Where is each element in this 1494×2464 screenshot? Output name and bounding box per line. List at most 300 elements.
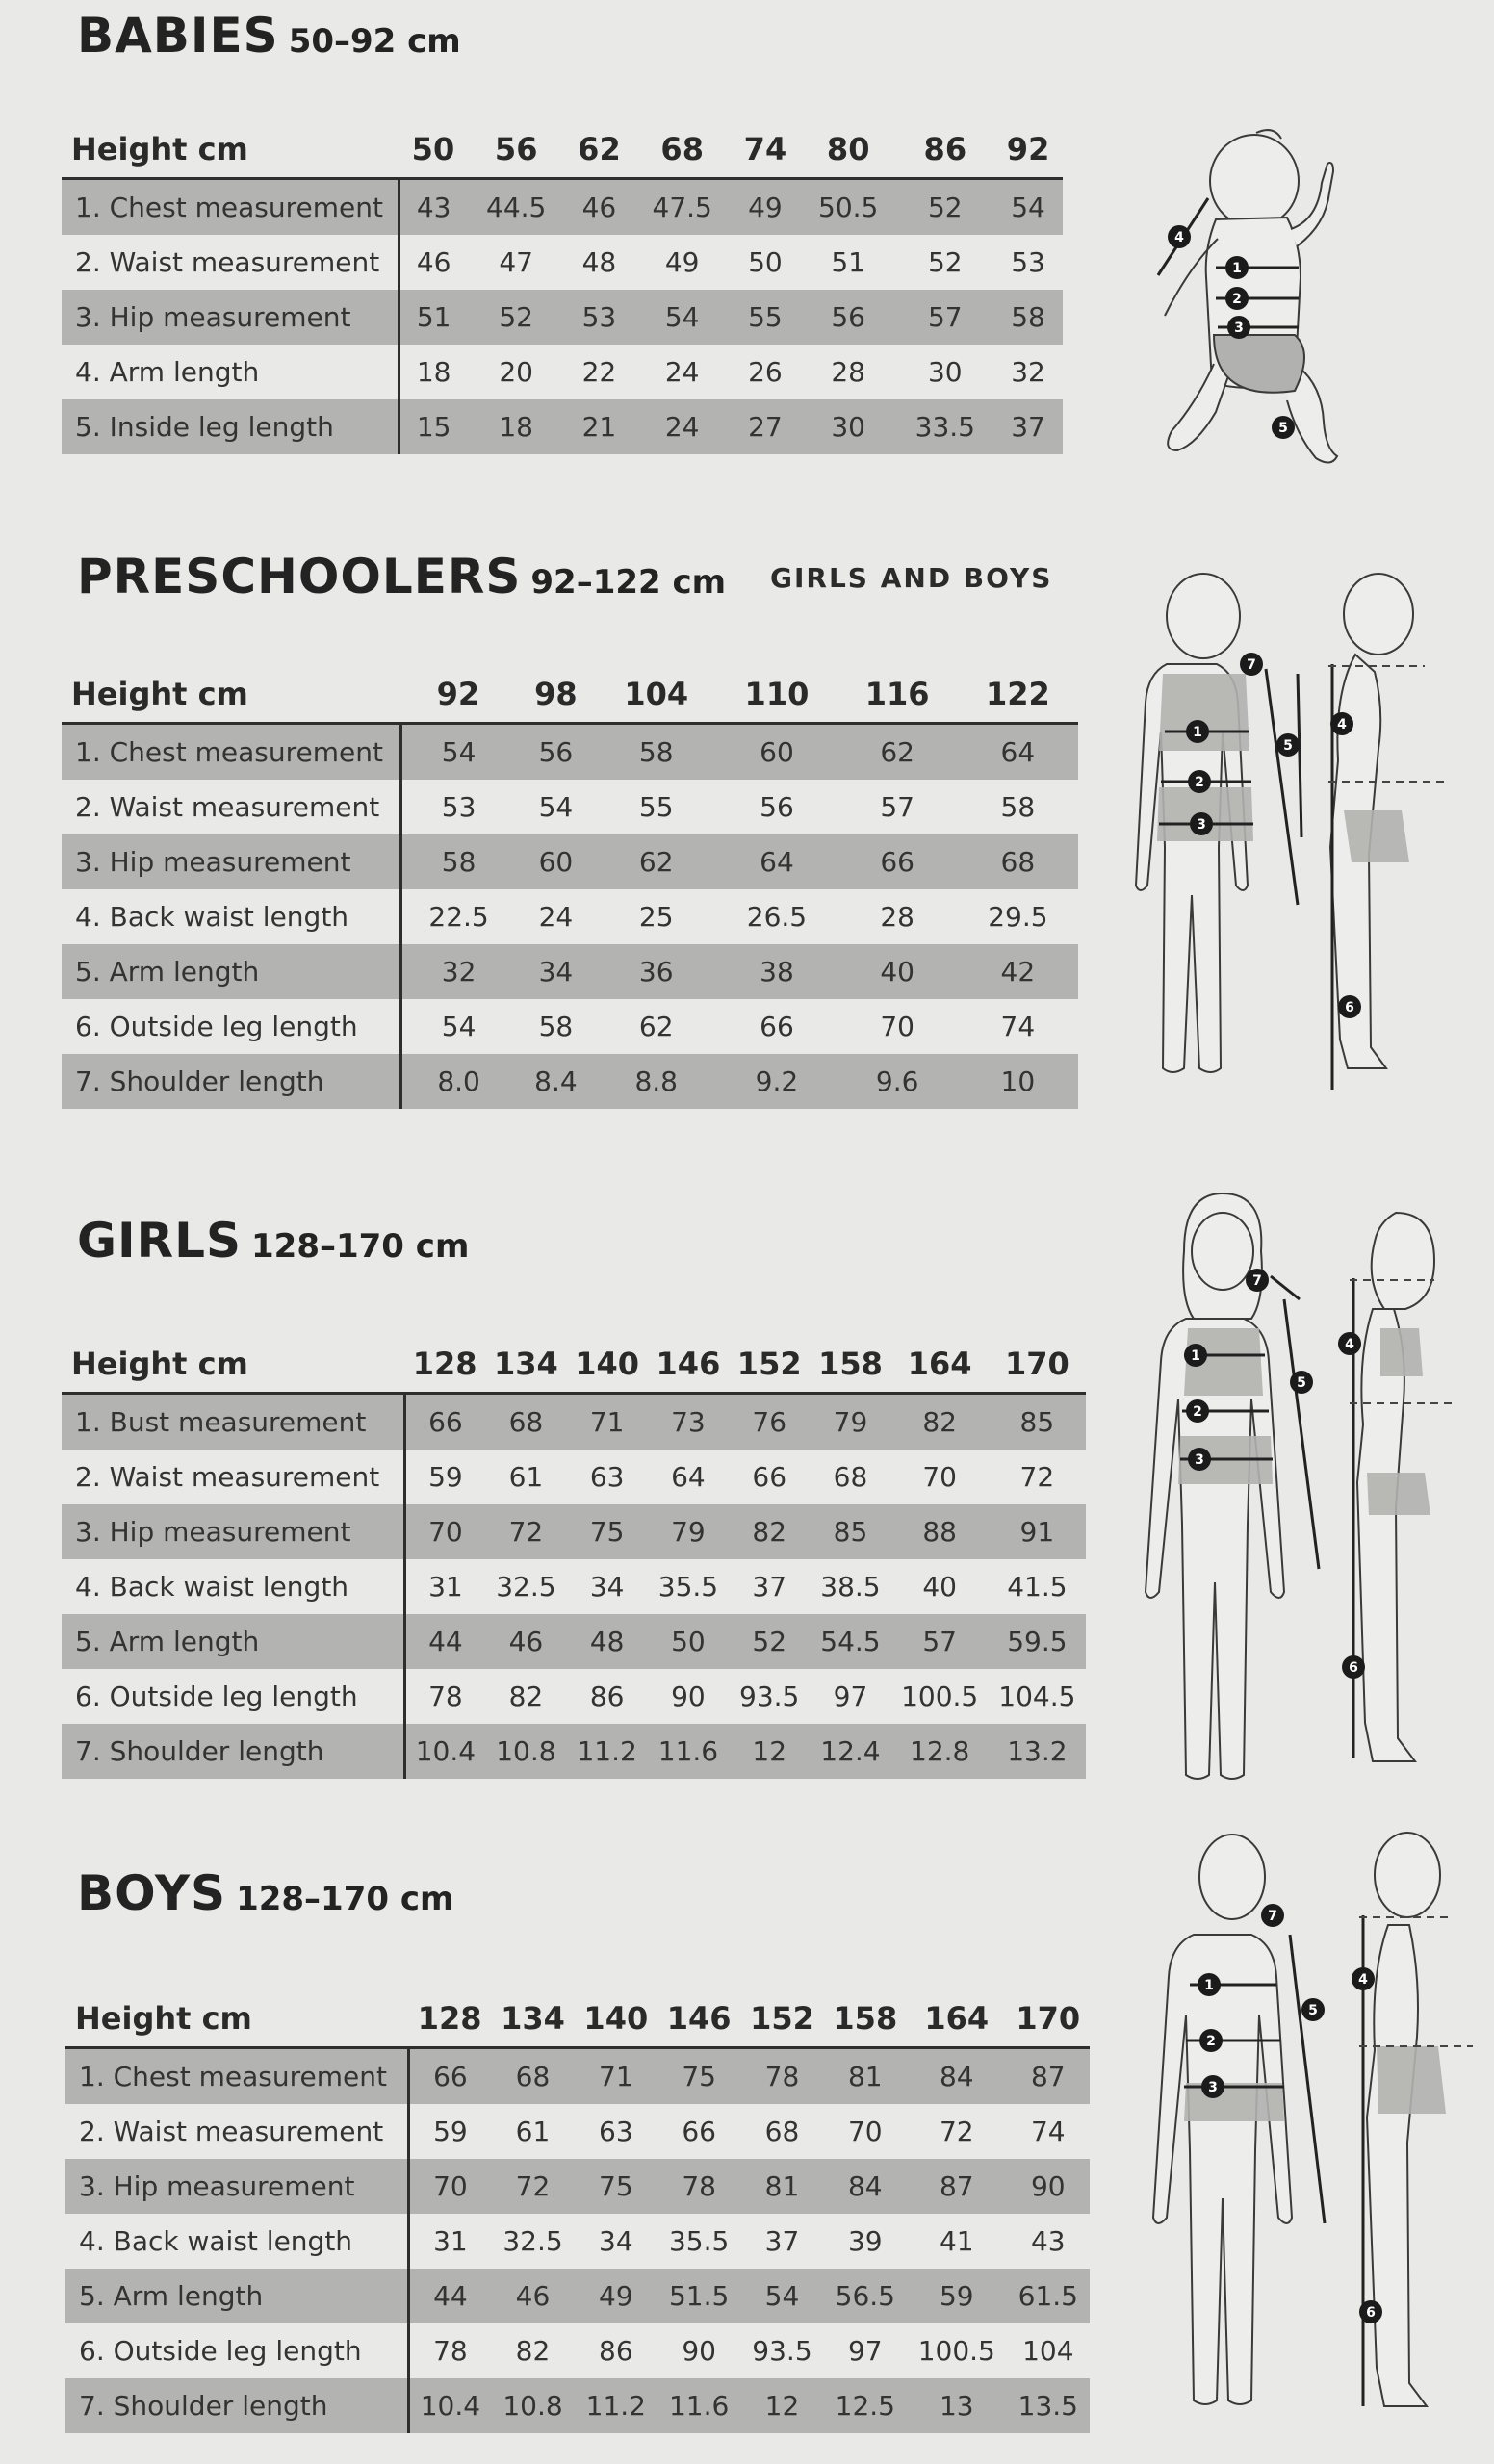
measurement-cell: 91 xyxy=(1019,1516,1055,1548)
measurement-cell: 31 xyxy=(433,2225,468,2257)
measurement-cell: 49 xyxy=(664,246,700,278)
measurement-cell: 20 xyxy=(499,356,533,388)
measurement-cell: 54 xyxy=(441,736,477,768)
measurement-cell: 44 xyxy=(428,1626,463,1657)
boy-measurement-figure xyxy=(1136,1819,1492,2435)
measurement-cell: 53 xyxy=(581,301,617,333)
row-label: 2. Waist measurement xyxy=(62,1450,404,1504)
svg-text:3: 3 xyxy=(1195,1452,1204,1468)
table-row xyxy=(62,1669,1086,1724)
measurement-cell: 54 xyxy=(664,301,700,333)
svg-text:5: 5 xyxy=(1297,1375,1306,1391)
measurement-cell: 70 xyxy=(922,1461,957,1493)
preschoolers-size-table xyxy=(62,653,1078,1109)
measurement-cell: 37 xyxy=(764,2225,800,2257)
row-label: 6. Outside leg length xyxy=(62,1669,404,1724)
boys-header-row xyxy=(65,1977,1090,2048)
babies-title xyxy=(77,8,461,64)
table-row xyxy=(65,2214,1090,2269)
svg-text:4: 4 xyxy=(1337,717,1347,732)
measurement-cell: 13 xyxy=(939,2390,974,2422)
measurement-cell: 34 xyxy=(538,956,574,988)
measurement-cell: 46 xyxy=(508,1626,544,1657)
measurement-cell: 100.5 xyxy=(901,1681,979,1712)
measurement-cell: 63 xyxy=(599,2116,633,2147)
measurement-cell: 90 xyxy=(671,1681,706,1712)
row-label: 5. Arm length xyxy=(65,2269,408,2323)
measurement-cell: 82 xyxy=(752,1516,787,1548)
measurement-cell: 10.4 xyxy=(415,1735,477,1767)
measurement-cell: 76 xyxy=(752,1406,787,1438)
baby-marker-2 xyxy=(1225,287,1249,310)
table-row xyxy=(62,1504,1086,1559)
measurement-cell: 21 xyxy=(581,411,617,443)
child-marker-5 xyxy=(1276,733,1300,757)
row-label: 2. Waist measurement xyxy=(65,2104,408,2159)
measurement-cell: 37 xyxy=(752,1571,787,1603)
boys-title xyxy=(77,1865,453,1921)
row-label: 1. Bust measurement xyxy=(62,1394,404,1450)
measurement-cell: 32.5 xyxy=(502,2225,563,2257)
girl-measurement-figure xyxy=(1126,1184,1492,1781)
height-col: 128 xyxy=(417,2000,482,2037)
child-marker-3 xyxy=(1201,2075,1224,2098)
svg-text:2: 2 xyxy=(1232,292,1242,307)
measurement-cell: 84 xyxy=(847,2170,883,2202)
height-col: 146 xyxy=(656,1346,721,1382)
row-label: 4. Back waist length xyxy=(62,1559,404,1614)
table-row xyxy=(65,2323,1090,2378)
svg-text:6: 6 xyxy=(1349,1660,1358,1676)
measurement-cell: 62 xyxy=(880,736,914,768)
measurement-cell: 87 xyxy=(1030,2061,1066,2092)
measurement-cell: 70 xyxy=(428,1516,463,1548)
measurement-cell: 64 xyxy=(1000,736,1036,768)
measurement-cell: 35.5 xyxy=(657,1571,719,1603)
row-label: 1. Chest measurement xyxy=(62,179,399,236)
measurement-cell: 66 xyxy=(752,1461,787,1493)
measurement-cell: 24 xyxy=(538,901,574,933)
svg-text:2: 2 xyxy=(1195,775,1204,790)
row-label: 7. Shoulder length xyxy=(62,1054,400,1109)
measurement-cell: 68 xyxy=(1000,846,1036,878)
measurement-cell: 66 xyxy=(682,2116,716,2147)
measurement-cell: 61 xyxy=(508,1461,544,1493)
measurement-cell: 60 xyxy=(538,846,574,878)
height-col: 62 xyxy=(578,131,621,167)
measurement-cell: 62 xyxy=(638,1011,674,1042)
babies-size-table xyxy=(62,108,1063,454)
table-row xyxy=(62,1614,1086,1669)
height-col: 134 xyxy=(494,1346,558,1382)
measurement-cell: 26.5 xyxy=(746,901,808,933)
svg-text:4: 4 xyxy=(1345,1337,1354,1352)
table-row xyxy=(65,2269,1090,2323)
baby-marker-1 xyxy=(1225,256,1249,279)
table-row xyxy=(65,2104,1090,2159)
measurement-cell: 40 xyxy=(922,1571,957,1603)
measurement-cell: 61.5 xyxy=(1017,2280,1078,2312)
measurement-cell: 90 xyxy=(682,2335,716,2367)
measurement-cell: 56 xyxy=(760,791,794,823)
height-col: 158 xyxy=(833,2000,898,2037)
measurement-cell: 59 xyxy=(428,1461,463,1493)
measurement-cell: 48 xyxy=(581,246,617,278)
measurement-cell: 73 xyxy=(671,1406,706,1438)
measurement-cell: 54.5 xyxy=(820,1626,881,1657)
child-marker-4 xyxy=(1352,1967,1375,1990)
measurement-cell: 58 xyxy=(441,846,477,878)
measurement-cell: 74 xyxy=(1030,2116,1066,2147)
measurement-cell: 47 xyxy=(499,246,533,278)
measurement-cell: 52 xyxy=(927,246,963,278)
child-marker-6 xyxy=(1342,1656,1365,1679)
child-marker-1 xyxy=(1198,1973,1221,1996)
measurement-cell: 82 xyxy=(515,2335,551,2367)
child-marker-1 xyxy=(1184,1344,1207,1367)
girls-title xyxy=(77,1213,469,1269)
table-row xyxy=(62,345,1063,399)
preschoolers-title-text: PRESCHOOLERS xyxy=(77,549,522,604)
child-marker-5 xyxy=(1301,1998,1325,2021)
measurement-cell: 32 xyxy=(441,956,477,988)
measurement-cell: 58 xyxy=(1000,791,1036,823)
girls-range: 128–170 cm xyxy=(251,1227,470,1266)
measurement-cell: 41.5 xyxy=(1007,1571,1068,1603)
row-label: 5. Inside leg length xyxy=(62,399,399,454)
table-row xyxy=(62,235,1063,290)
measurement-cell: 81 xyxy=(847,2061,883,2092)
height-col: 98 xyxy=(534,676,578,712)
row-label: 4. Back waist length xyxy=(62,889,400,944)
table-row xyxy=(62,889,1078,944)
table-row xyxy=(65,2048,1090,2105)
table-row xyxy=(62,399,1063,454)
preschoolers-header-label: Height cm xyxy=(71,676,248,712)
measurement-cell: 52 xyxy=(499,301,533,333)
measurement-cell: 34 xyxy=(589,1571,625,1603)
measurement-cell: 57 xyxy=(880,791,914,823)
preschoolers-range: 92–122 cm xyxy=(530,563,727,602)
row-label: 3. Hip measurement xyxy=(62,290,399,345)
measurement-cell: 56 xyxy=(831,301,865,333)
table-row xyxy=(62,290,1063,345)
measurement-cell: 12.5 xyxy=(835,2390,895,2422)
child-marker-7 xyxy=(1240,653,1263,676)
height-col: 92 xyxy=(1006,131,1050,167)
measurement-cell: 51 xyxy=(416,301,451,333)
height-col: 110 xyxy=(744,676,810,712)
measurement-cell: 70 xyxy=(880,1011,914,1042)
measurement-cell: 31 xyxy=(428,1571,463,1603)
measurement-cell: 36 xyxy=(638,956,674,988)
measurement-cell: 54 xyxy=(764,2280,800,2312)
row-label: 3. Hip measurement xyxy=(62,834,400,889)
measurement-cell: 72 xyxy=(939,2116,974,2147)
measurement-cell: 68 xyxy=(764,2116,800,2147)
measurement-cell: 12 xyxy=(764,2390,800,2422)
svg-text:1: 1 xyxy=(1204,1978,1214,1993)
measurement-cell: 58 xyxy=(538,1011,574,1042)
measurement-cell: 72 xyxy=(1019,1461,1055,1493)
measurement-cell: 82 xyxy=(508,1681,544,1712)
measurement-cell: 58 xyxy=(1011,301,1045,333)
measurement-cell: 75 xyxy=(599,2170,633,2202)
height-col: 128 xyxy=(412,1346,477,1382)
measurement-cell: 11.2 xyxy=(577,1735,637,1767)
child-marker-4 xyxy=(1330,712,1353,735)
measurement-cell: 12 xyxy=(752,1735,787,1767)
measurement-cell: 50.5 xyxy=(818,192,879,223)
measurement-cell: 75 xyxy=(682,2061,716,2092)
measurement-cell: 8.0 xyxy=(437,1065,480,1097)
child-marker-6 xyxy=(1338,995,1361,1018)
measurement-cell: 22 xyxy=(581,356,617,388)
boys-header-label: Height cm xyxy=(75,2000,252,2037)
measurement-cell: 82 xyxy=(922,1406,957,1438)
measurement-cell: 11.6 xyxy=(657,1735,719,1767)
row-label: 6. Outside leg length xyxy=(62,999,400,1054)
measurement-cell: 32.5 xyxy=(496,1571,556,1603)
height-col: 146 xyxy=(666,2000,732,2037)
height-col: 158 xyxy=(818,1346,883,1382)
measurement-cell: 66 xyxy=(428,1406,463,1438)
measurement-cell: 52 xyxy=(752,1626,787,1657)
measurement-cell: 10 xyxy=(1000,1065,1036,1097)
measurement-cell: 24 xyxy=(664,356,700,388)
girls-title-text: GIRLS xyxy=(77,1213,243,1269)
measurement-cell: 54 xyxy=(441,1011,477,1042)
measurement-cell: 72 xyxy=(508,1516,544,1548)
measurement-cell: 46 xyxy=(581,192,617,223)
measurement-cell: 39 xyxy=(847,2225,883,2257)
measurement-cell: 37 xyxy=(1011,411,1045,443)
measurement-cell: 24 xyxy=(664,411,700,443)
measurement-cell: 28 xyxy=(831,356,865,388)
measurement-cell: 70 xyxy=(433,2170,468,2202)
measurement-cell: 51 xyxy=(831,246,865,278)
measurement-cell: 41 xyxy=(939,2225,974,2257)
height-col: 92 xyxy=(436,676,480,712)
girls-size-table xyxy=(62,1322,1086,1779)
measurement-cell: 11.2 xyxy=(585,2390,646,2422)
measurement-cell: 64 xyxy=(760,846,794,878)
svg-text:5: 5 xyxy=(1308,2003,1318,2018)
measurement-cell: 12.8 xyxy=(910,1735,970,1767)
svg-text:4: 4 xyxy=(1358,1972,1368,1988)
child-marker-5 xyxy=(1290,1371,1313,1394)
table-row xyxy=(62,999,1078,1054)
measurement-cell: 43 xyxy=(1030,2225,1066,2257)
measurement-cell: 33.5 xyxy=(914,411,975,443)
measurement-cell: 81 xyxy=(764,2170,800,2202)
measurement-cell: 18 xyxy=(499,411,533,443)
measurement-cell: 54 xyxy=(538,791,574,823)
height-col: 122 xyxy=(985,676,1050,712)
measurement-cell: 59 xyxy=(433,2116,468,2147)
measurement-cell: 55 xyxy=(748,301,783,333)
measurement-cell: 42 xyxy=(1000,956,1036,988)
measurement-cell: 15 xyxy=(416,411,451,443)
measurement-cell: 68 xyxy=(833,1461,868,1493)
table-row xyxy=(62,944,1078,999)
baby-marker-4 xyxy=(1168,225,1191,248)
measurement-cell: 10.8 xyxy=(502,2390,563,2422)
table-row xyxy=(62,179,1063,236)
svg-text:5: 5 xyxy=(1278,421,1288,436)
measurement-cell: 57 xyxy=(927,301,963,333)
svg-text:7: 7 xyxy=(1247,657,1256,673)
child-marker-4 xyxy=(1338,1332,1361,1355)
table-row xyxy=(65,2159,1090,2214)
table-row xyxy=(62,1724,1086,1779)
measurement-cell: 104 xyxy=(1022,2335,1074,2367)
measurement-cell: 12.4 xyxy=(820,1735,881,1767)
height-col: 50 xyxy=(411,131,455,167)
height-col: 56 xyxy=(494,131,538,167)
measurement-cell: 40 xyxy=(880,956,914,988)
measurement-cell: 38.5 xyxy=(820,1571,881,1603)
measurement-cell: 87 xyxy=(939,2170,974,2202)
measurement-cell: 71 xyxy=(599,2061,633,2092)
measurement-cell: 55 xyxy=(638,791,674,823)
preschoolers-header-row xyxy=(62,653,1078,724)
measurement-cell: 44 xyxy=(433,2280,468,2312)
baby-marker-5 xyxy=(1272,416,1295,439)
height-col: 164 xyxy=(924,2000,990,2037)
table-row xyxy=(62,1450,1086,1504)
measurement-cell: 59 xyxy=(939,2280,974,2312)
measurement-cell: 84 xyxy=(939,2061,974,2092)
row-label: 5. Arm length xyxy=(62,944,400,999)
row-label: 7. Shoulder length xyxy=(62,1724,404,1779)
measurement-cell: 57 xyxy=(922,1626,957,1657)
measurement-cell: 86 xyxy=(589,1681,625,1712)
measurement-cell: 79 xyxy=(833,1406,868,1438)
svg-text:5: 5 xyxy=(1283,738,1293,754)
baby-marker-3 xyxy=(1227,316,1250,339)
svg-text:7: 7 xyxy=(1252,1273,1262,1289)
measurement-cell: 90 xyxy=(1030,2170,1066,2202)
height-col: 116 xyxy=(864,676,930,712)
row-label: 2. Waist measurement xyxy=(62,780,400,834)
table-row xyxy=(62,724,1078,781)
measurement-cell: 88 xyxy=(922,1516,957,1548)
child-marker-2 xyxy=(1186,1399,1209,1423)
measurement-cell: 61 xyxy=(515,2116,551,2147)
measurement-cell: 63 xyxy=(589,1461,625,1493)
boys-size-table xyxy=(65,1977,1090,2433)
measurement-cell: 100.5 xyxy=(917,2335,995,2367)
row-label: 6. Outside leg length xyxy=(65,2323,408,2378)
child-marker-1 xyxy=(1186,720,1209,743)
height-col: 104 xyxy=(624,676,689,712)
child-marker-7 xyxy=(1261,1904,1284,1927)
height-col: 140 xyxy=(575,1346,640,1382)
measurement-cell: 50 xyxy=(748,246,783,278)
measurement-cell: 62 xyxy=(638,846,674,878)
measurement-cell: 78 xyxy=(764,2061,800,2092)
measurement-cell: 38 xyxy=(760,956,794,988)
measurement-cell: 25 xyxy=(638,901,674,933)
height-col: 152 xyxy=(750,2000,814,2037)
babies-title-text: BABIES xyxy=(77,8,279,64)
child-marker-2 xyxy=(1199,2029,1223,2052)
measurement-cell: 13.2 xyxy=(1007,1735,1068,1767)
measurement-cell: 79 xyxy=(671,1516,706,1548)
measurement-cell: 9.6 xyxy=(875,1065,919,1097)
table-row xyxy=(62,1054,1078,1109)
measurement-cell: 30 xyxy=(927,356,963,388)
svg-text:1: 1 xyxy=(1191,1348,1200,1364)
svg-text:2: 2 xyxy=(1206,2034,1216,2049)
table-row xyxy=(65,2378,1090,2433)
height-col: 170 xyxy=(1004,1346,1069,1382)
row-label: 4. Back waist length xyxy=(65,2214,408,2269)
measurement-cell: 8.4 xyxy=(534,1065,578,1097)
svg-text:3: 3 xyxy=(1234,321,1244,336)
measurement-cell: 49 xyxy=(748,192,783,223)
height-col: 140 xyxy=(583,2000,649,2037)
measurement-cell: 32 xyxy=(1011,356,1045,388)
baby-measurement-figure xyxy=(1141,123,1372,489)
measurement-cell: 56 xyxy=(538,736,574,768)
measurement-cell: 97 xyxy=(833,1681,868,1712)
measurement-cell: 34 xyxy=(599,2225,633,2257)
measurement-cell: 30 xyxy=(831,411,865,443)
measurement-cell: 78 xyxy=(433,2335,468,2367)
child-marker-3 xyxy=(1190,812,1213,835)
measurement-cell: 71 xyxy=(589,1406,625,1438)
measurement-cell: 85 xyxy=(833,1516,868,1548)
boys-title-text: BOYS xyxy=(77,1865,227,1921)
measurement-cell: 56.5 xyxy=(835,2280,895,2312)
measurement-cell: 47.5 xyxy=(652,192,712,223)
measurement-cell: 8.8 xyxy=(634,1065,678,1097)
measurement-cell: 53 xyxy=(441,791,477,823)
row-label: 7. Shoulder length xyxy=(65,2378,408,2433)
measurement-cell: 86 xyxy=(599,2335,633,2367)
measurement-cell: 22.5 xyxy=(428,901,489,933)
measurement-cell: 44.5 xyxy=(486,192,547,223)
measurement-cell: 70 xyxy=(847,2116,883,2147)
svg-text:6: 6 xyxy=(1345,1000,1354,1015)
measurement-cell: 66 xyxy=(433,2061,468,2092)
measurement-cell: 64 xyxy=(671,1461,706,1493)
row-label: 3. Hip measurement xyxy=(65,2159,408,2214)
svg-text:1: 1 xyxy=(1193,725,1202,740)
measurement-cell: 46 xyxy=(515,2280,551,2312)
measurement-cell: 104.5 xyxy=(998,1681,1076,1712)
row-label: 3. Hip measurement xyxy=(62,1504,404,1559)
measurement-cell: 48 xyxy=(589,1626,625,1657)
measurement-cell: 52 xyxy=(927,192,963,223)
preschooler-measurement-figure xyxy=(1117,558,1482,1097)
height-col: 170 xyxy=(1016,2000,1081,2037)
babies-header-row xyxy=(62,108,1063,179)
height-col: 86 xyxy=(923,131,967,167)
svg-text:3: 3 xyxy=(1197,817,1206,833)
measurement-cell: 68 xyxy=(515,2061,551,2092)
measurement-cell: 58 xyxy=(638,736,674,768)
measurement-cell: 59.5 xyxy=(1007,1626,1068,1657)
measurement-cell: 54 xyxy=(1011,192,1045,223)
babies-header-label: Height cm xyxy=(71,131,248,167)
child-marker-3 xyxy=(1188,1448,1211,1471)
measurement-cell: 85 xyxy=(1019,1406,1055,1438)
measurement-cell: 28 xyxy=(880,901,914,933)
measurement-cell: 66 xyxy=(880,846,914,878)
